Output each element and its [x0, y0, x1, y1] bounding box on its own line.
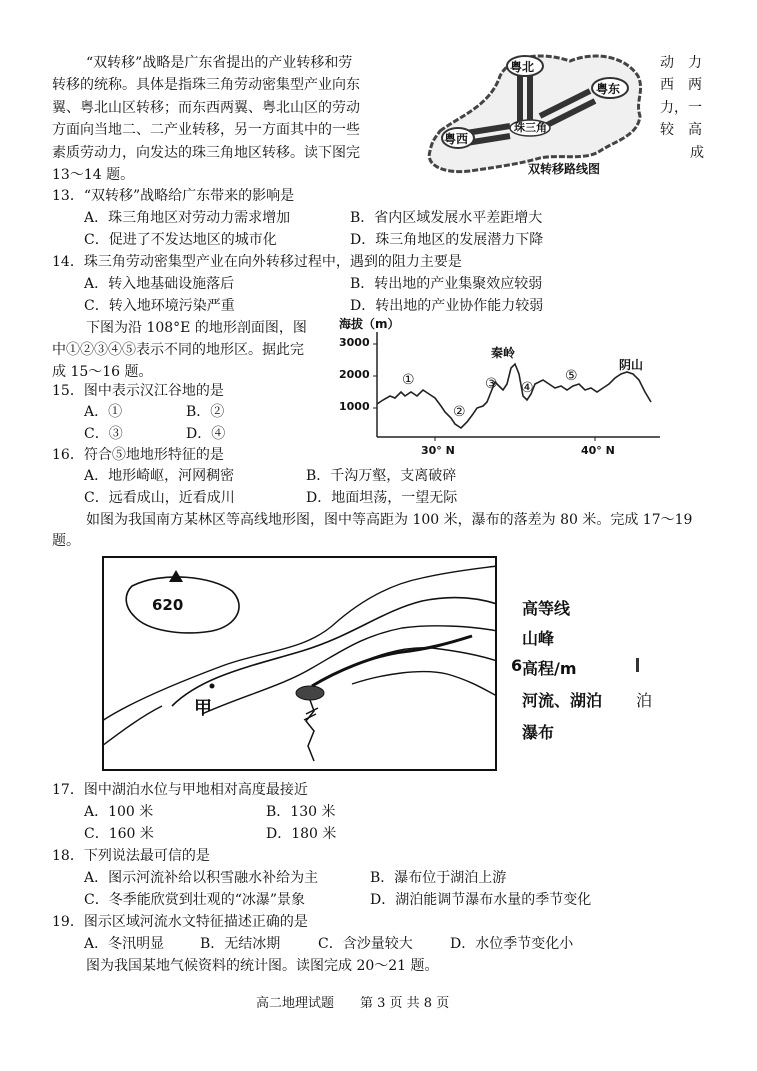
q15-option-a: A．①: [84, 404, 123, 420]
intro1-line-5: 素质劳动力，向发达的珠三角地区转移。读下图完: [52, 145, 360, 161]
q15-option-b: B．②: [186, 404, 225, 420]
profile-ylabel: 海拔（m）: [339, 317, 400, 331]
q14-option-b: B．转出地的产业集聚效应较弱: [350, 276, 543, 292]
contour-map-svg: [102, 556, 497, 771]
q13-option-a: A．珠三角地区对劳动力需求增加: [84, 210, 291, 226]
profile-marker-3: ③: [485, 376, 498, 392]
q17-option-b: B．130 米: [266, 804, 336, 820]
map1-label-pearl-delta: 珠三角: [514, 121, 547, 134]
q14-option-c: C．转入地环境污染严重: [84, 298, 235, 314]
terrain-profile-line: [377, 364, 651, 428]
profile-marker-1: ①: [402, 372, 415, 388]
q16-option-c: C．远看成山，近看成川: [84, 490, 235, 506]
profile-marker-4: ④: [521, 380, 534, 396]
q16-stem: 16．符合⑤地地形特征的是: [52, 447, 224, 463]
ytick-1000: 1000: [339, 400, 370, 413]
map1-label-yuedong: 粤东: [596, 82, 621, 96]
q14-stem: 14．珠三角劳动密集型产业在向外转移过程中，遇到的阻力主要是: [52, 254, 462, 270]
q19-option-d: D．水位季节变化小: [450, 936, 574, 952]
q15-option-c: C．③: [84, 426, 123, 442]
q18-option-d: D．湖泊能调节瀑布水量的季节变化: [370, 892, 592, 908]
q16-option-a: A．地形崎岖，河网稠密: [84, 468, 235, 484]
q13-stem: 13．“双转移”战略给广东带来的影响是: [52, 188, 295, 204]
lake-shape: [296, 686, 324, 700]
q16-option-b: B．千沟万壑，支离破碎: [306, 468, 457, 484]
q19-stem: 19．图示区域河流水文特征描述正确的是: [52, 914, 308, 930]
label-qinling: 秦岭: [491, 346, 516, 360]
map1-label-yuebei: 粤北: [510, 60, 535, 74]
intro2-line-1: 下图为沿 108°E 的地形剖面图，图: [86, 320, 307, 336]
legend-elevation: 高程/m: [522, 659, 577, 678]
legend-mark: [636, 658, 639, 672]
q13-option-b: B．省内区域发展水平差距增大: [350, 210, 543, 226]
place-jia-label: 甲: [194, 698, 212, 719]
intro1-line-1: “双转移”战略是广东省提出的产业转移和劳: [86, 55, 353, 71]
point-jia-dot: [210, 684, 215, 689]
q19-option-a: A．冬汛明显: [84, 936, 165, 952]
intro1-line-2: 转移的统称。具体是指珠三角劳动密集型产业向东: [52, 77, 360, 93]
map-double-transfer: [400, 46, 650, 186]
contour-map: [102, 556, 497, 771]
legend-river-lake: 河流、湖泊: [522, 691, 603, 710]
page-footer: 高二地理试题 第 3 页 共 8 页: [256, 996, 450, 1011]
q16-option-d: D．地面坦荡，一望无际: [306, 490, 458, 506]
legend-waterfall: 瀑布: [522, 723, 555, 742]
xtick-30n: 30° N: [421, 444, 455, 457]
intro1-right-1: 动 力: [660, 55, 702, 71]
terrain-profile-chart: [335, 312, 665, 462]
q14-option-a: A．转入地基础设施落后: [84, 276, 235, 292]
label-yinshan: 阴山: [619, 358, 644, 372]
intro1-right-4: 较 高: [660, 122, 702, 138]
q14-option-d: D．转出地的产业协作能力较弱: [350, 298, 544, 314]
q19-option-c: C．含沙量较大: [318, 936, 413, 952]
terrain-profile-svg: [335, 312, 665, 462]
q15-stem: 15．图中表示汉江谷地的是: [52, 383, 224, 399]
q18-option-c: C．冬季能欣赏到壮观的“冰瀑”景象: [84, 892, 306, 908]
intro1-line-6: 13～14 题。: [52, 167, 135, 183]
q17-option-d: D．180 米: [266, 826, 337, 842]
q17-option-c: C．160 米: [84, 826, 154, 842]
q13-option-c: C．促进了不发达地区的城市化: [84, 232, 277, 248]
intro1-line-4: 方面向当地二、二产业转移，另一方面其中的一些: [52, 122, 360, 138]
intro2-line-2: 中①②③④⑤表示不同的地形区。据此完: [52, 342, 304, 358]
q17-option-a: A．100 米: [84, 804, 154, 820]
intro3-line-1: 如图为我国南方某林区等高线地形图，图中等高距为 100 米，瀑布的落差为 80 米。完成 17～19: [86, 512, 693, 528]
intro1-right-5: 成: [690, 145, 704, 161]
q19-option-b: B．无结冰期: [200, 936, 281, 952]
xtick-40n: 40° N: [581, 444, 615, 457]
profile-marker-5: ⑤: [565, 368, 578, 384]
legend-contour: 高等线: [522, 599, 571, 618]
legend-peak: 山峰: [522, 629, 555, 648]
intro1-line-3: 翼、粤北山区转移；而东西两翼、粤北山区的劳动: [52, 100, 360, 116]
legend-frag-6: 6: [511, 656, 523, 675]
q17-stem: 17．图中湖泊水位与甲地相对高度最接近: [52, 782, 308, 798]
intro1-right-3: 力，一: [660, 100, 702, 116]
map1-caption: 双转移路线图: [528, 162, 601, 176]
q18-option-a: A．图示河流补给以积雪融水补给为主: [84, 870, 319, 886]
intro2-line-3: 成 15～16 题。: [52, 364, 153, 380]
q18-option-b: B．瀑布位于湖泊上游: [370, 870, 507, 886]
map1-label-yuexi: 粤西: [444, 132, 469, 146]
legend-frag-lake: 泊: [636, 691, 653, 710]
map-frame: [103, 557, 496, 770]
q13-option-d: D．珠三角地区的发展潜力下降: [350, 232, 544, 248]
ytick-3000: 3000: [339, 336, 370, 349]
peak-elevation-label: 620: [152, 596, 184, 614]
intro3-line-2: 题。: [52, 533, 80, 549]
intro1-right-2: 西 两: [660, 77, 702, 93]
q15-option-d: D．④: [186, 426, 226, 442]
ytick-2000: 2000: [339, 368, 370, 381]
q18-stem: 18．下列说法最可信的是: [52, 848, 210, 864]
profile-marker-2: ②: [453, 404, 466, 420]
intro-paragraph-4: 图为我国某地气候资料的统计图。读图完成 20～21 题。: [86, 958, 439, 974]
